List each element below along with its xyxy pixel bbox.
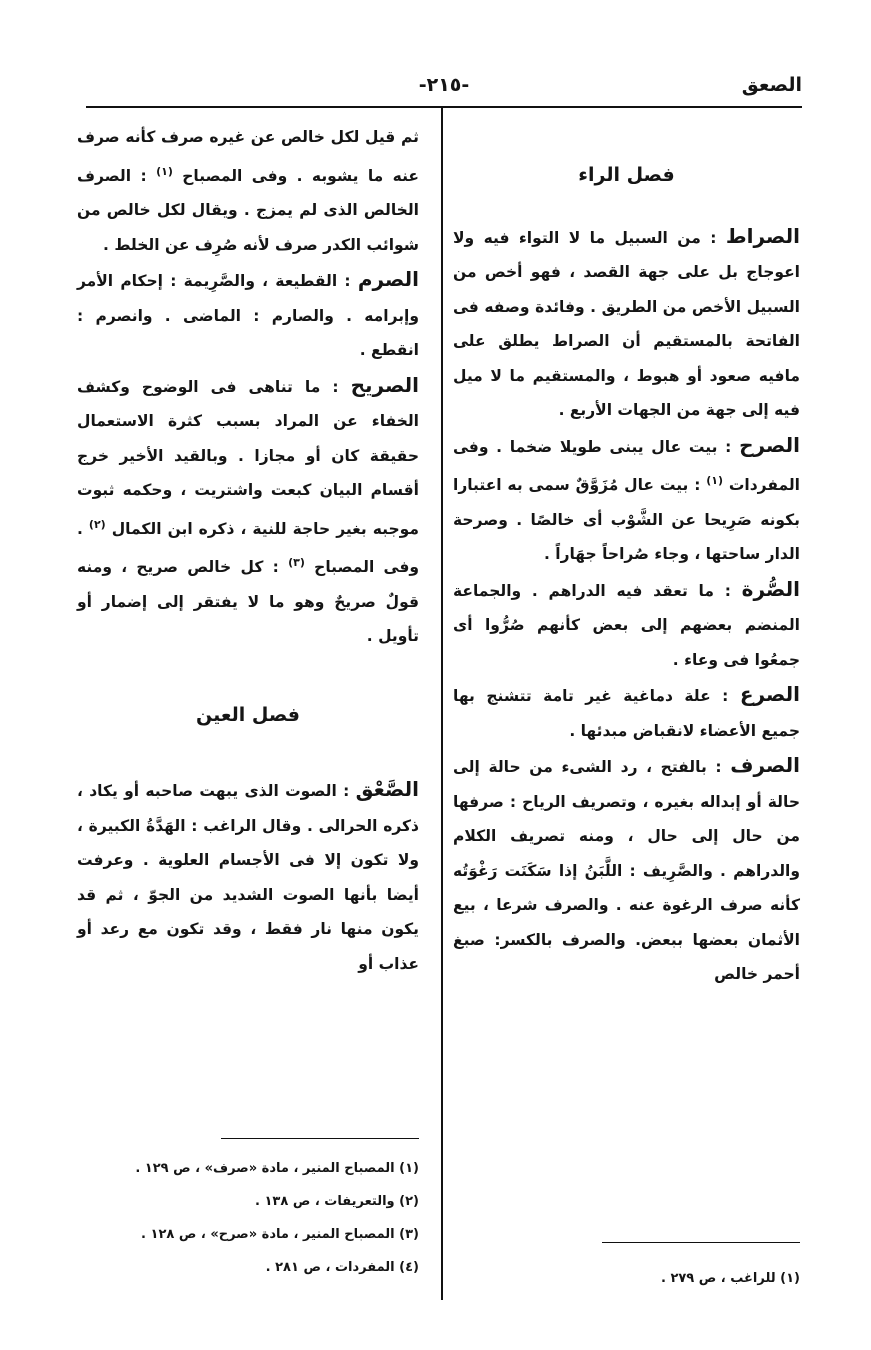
- header-rule: [86, 106, 802, 108]
- footnote-1: (١) المصباح المنير ، مادة «صرف» ، ص ١٢٩ .: [135, 1161, 419, 1176]
- footnote-rule-right: [602, 1242, 800, 1243]
- entry-text: : الصوت الذى يبهت صاحبه أو يكاد ، ذكره الحرالى . وقال الراغب : الهَدَّةُ الكبيرة ، ولا تكون إلا فى الأجسام العلوية . وعرفت أيضا بأنها الصوت الشديد من الجوّ ، ثم قد يكون منها نار فقط ، وقد تكون مع رعد أو عذاب أو: [77, 782, 419, 973]
- footnotes-right: [453, 1262, 800, 1295]
- entry-text: : بالفتح ، رد الشىء من حالة إلى حالة أو إبداله بغيره ، وتصريف الرياح : صرفها من حال إلى حال ، ومنه تصريف الكلام والدراهم . والصَّرِيف : اللَّبَنُ إذا سَكَنَت رَغْوَتُه كأنه صرف الرغوة عنه . والصرف شرعا ، بيع الأثمان بعضها ببعض. والصرف بالكسر: صبغ أحمر خالص: [453, 758, 800, 984]
- running-head-word: الصعق: [741, 74, 802, 96]
- entry-saq: [77, 772, 419, 981]
- section-title-ayn: فصل العين: [196, 703, 300, 726]
- entry-sirat: [453, 219, 800, 428]
- footnote-marker: (٢): [88, 517, 106, 531]
- entry-text: ثم قيل لكل خالص عن غيره صرف كأنه صرف عنه ما يشوبه . وفى المصباح: [77, 128, 419, 185]
- entry-surra: [453, 572, 800, 678]
- entry-text: : الصرف الخالص الذى لم يمزج . ويقال لكل خالص من شوائب الكدر صرف لأنه صُرِف عن الخلط .: [77, 166, 419, 254]
- footnote-rule-left: [221, 1138, 419, 1139]
- headword: الصراط: [725, 223, 800, 248]
- headword: الصُّرة: [741, 576, 800, 601]
- footnote-2: (٢) والتعريفات ، ص ١٣٨ .: [255, 1194, 419, 1209]
- entry-sar: [453, 677, 800, 748]
- entry-text: : كل خالص صريح ، ومنه قولٌ صريحٌ وهو ما لا يفتقر إلى إضمار أو تأويل .: [77, 558, 419, 646]
- running-header: [86, 74, 802, 104]
- footnote-marker: (١): [706, 474, 723, 487]
- headword: الصرح: [739, 432, 800, 457]
- footnotes-left: [77, 1152, 419, 1284]
- entry-text: : علة دماغية غير تامة تتشنج بها جميع الأعضاء لانقباض مبدئها .: [453, 687, 800, 740]
- entry-text: : بيت عال يبنى طويلا ضخما . وفى المفردات: [453, 437, 800, 495]
- entry-text: : القطيعة ، والصَّرِيمة : إحكام الأمر وإبرامه . والصارم : الماضى . وانصرم : انقطع .: [77, 272, 419, 360]
- footnote-3: (٣) المصباح المنير ، مادة «صرح» ، ص ١٢٨ .: [141, 1227, 419, 1242]
- headword: الصرف: [730, 753, 800, 778]
- entry-text: : بيت عال مُزَوَّقٌ سمى به اعتبارا بكونه صَرِيحا عن الشَّوْب أى خالصًا . وصرحة الدار ساحتها ، وجاء صُراحاً جهَاراً .: [453, 476, 800, 564]
- headword: الصَّعْق: [355, 777, 419, 802]
- column-divider: [441, 108, 443, 1300]
- entry-sarh: [453, 428, 800, 572]
- left-column: [77, 120, 419, 981]
- headword: الصرم: [357, 267, 419, 292]
- entry-sarf-continuation: [77, 120, 419, 262]
- entry-text: . وفى المصباح: [77, 519, 420, 577]
- section-title-ra: فصل الراء: [578, 164, 675, 186]
- page-number: -٢١٥-: [418, 74, 470, 96]
- entry-sarih: [77, 368, 419, 654]
- footnote-1: (١) للراغب ، ص ٢٧٩ .: [660, 1271, 800, 1286]
- footnote-4: (٤) المفردات ، ص ٢٨١ .: [265, 1260, 419, 1275]
- footnote-marker: (٣): [288, 556, 305, 570]
- headword: الصرع: [739, 682, 800, 707]
- entry-sarf: [453, 748, 800, 992]
- right-column: [453, 154, 800, 992]
- entry-text: : ما تناهى فى الوضوح وكشف الخفاء عن المراد بسبب كثرة الاستعمال حقيقة كان أو مجازا . وبالقيد الأخير خرج أقسام البيان كبعت واشتريت ، وحكمه ثبوت موجبه بغير حاجة للنية ، ذكره ابن الكمال: [77, 377, 419, 538]
- entry-text: : ما تعقد فيه الدراهم . والجماعة المنضم بعضهم إلى بعض كأنهم صُرُّوا أى جمعُوا فى وعاء .: [453, 581, 800, 669]
- entry-sarm: [77, 262, 419, 368]
- entry-text: : من السبيل ما لا التواء فيه ولا اعوجاج بل على جهة القصد ، فهو أخص من السبيل الأخص من الطريق . وفائدة وصفه فى الفاتحة بالمستقيم أن الصراط يطلق على مافيه صعود أو هبوط ، والمستقيم ما لا ميل فيه إلى جهة من الجهات الأربع .: [453, 228, 800, 419]
- headword: الصريح: [350, 372, 420, 397]
- footnote-marker: (١): [156, 164, 173, 178]
